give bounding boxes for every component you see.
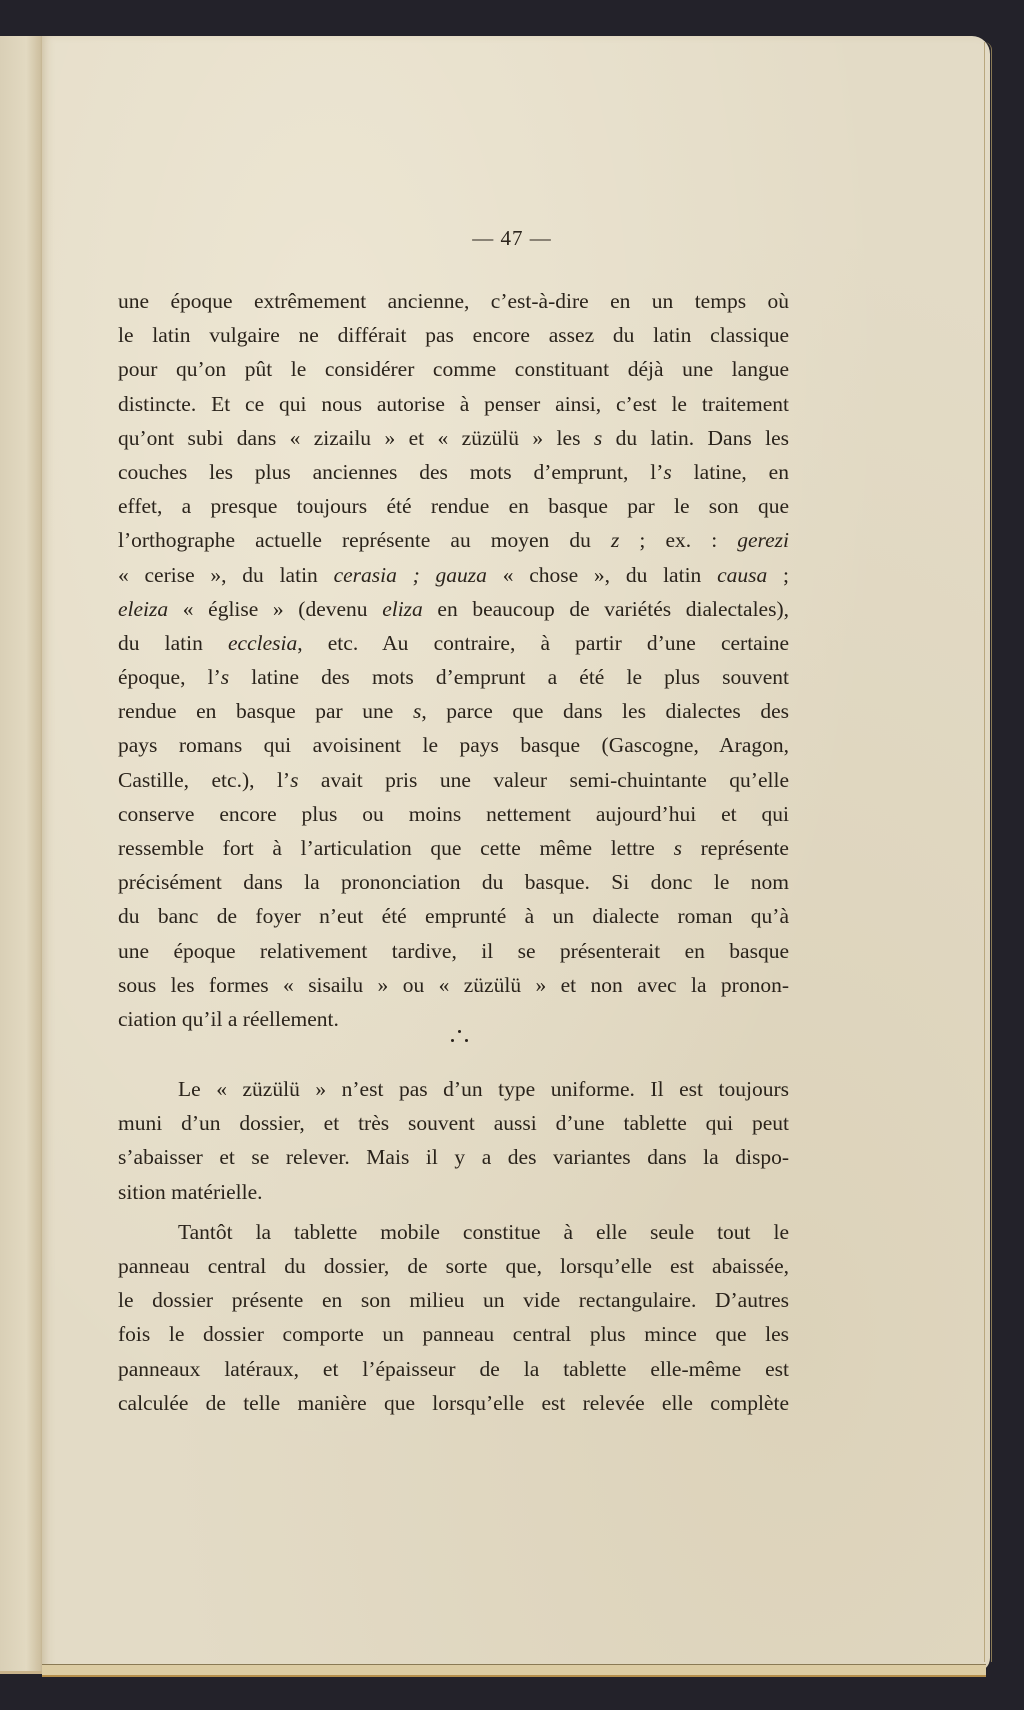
text-segment: le dossier présente en son milieu un vide rectangulaire. D’autres [118, 1288, 789, 1313]
text-line [118, 387, 789, 421]
text-line [118, 318, 789, 352]
text-segment: une époque relativement tardive, il se présenterait en basque [118, 938, 789, 963]
text-segment: effet, a presque toujours été rendue en basque par le son que [118, 494, 789, 519]
italic-term: s [290, 767, 299, 792]
text-segment: « église » (devenu [168, 596, 383, 621]
italic-term: s [593, 425, 603, 450]
text-segment: sition matérielle. [118, 1179, 263, 1204]
text-segment: Le « züzülü » n’est pas d’un type uniforme. Il est toujours [178, 1077, 789, 1101]
text-segment: panneau central du dossier, de sorte que, lorsqu’elle est abaissée, [118, 1253, 789, 1278]
text-segment: une époque extrêmement ancienne, c’est-à-dire en un temps où [118, 289, 789, 313]
text-segment: « cerise », du latin [118, 562, 334, 587]
text-line [118, 797, 789, 831]
text-line [118, 1352, 789, 1386]
left-page-edge [0, 36, 44, 1674]
text-line [118, 865, 789, 899]
text-segment: calculée de telle manière que lorsqu’elle est relevée elle complète [118, 1390, 789, 1415]
text-segment: Castille, etc.), l’ [118, 767, 291, 792]
italic-term: eliza [382, 596, 423, 621]
text-line [118, 523, 789, 557]
text-line [118, 968, 789, 1002]
text-segment: époque, l’ [118, 665, 221, 690]
text-line [118, 352, 789, 386]
text-segment: en beaucoup de variétés dialectales), [422, 596, 789, 621]
text-segment: représente [681, 836, 789, 860]
text-line [118, 763, 789, 797]
text-segment: ; [767, 562, 789, 587]
text-line [118, 934, 789, 968]
text-segment: ciation qu’il a réellement. [118, 1006, 339, 1031]
paragraph-2 [118, 1072, 789, 1209]
text-segment: ; ex. : [619, 528, 738, 553]
text-segment: pays romans qui avoisinent le pays basque (Gascogne, Aragon, [118, 733, 789, 758]
italic-term: eleiza [118, 596, 169, 621]
text-segment: , parce que dans les dialectes des [421, 699, 789, 724]
italic-term: cerasia ; gauza [333, 562, 487, 587]
text-line [118, 728, 789, 762]
paragraph-group [118, 1072, 789, 1420]
text-line [118, 1249, 789, 1283]
italic-term: s [220, 665, 230, 690]
text-segment: fois le dossier comporte un panneau central plus mince que les [118, 1322, 789, 1347]
text-segment: conserve encore plus ou moins nettement aujourd’hui et qui [118, 801, 789, 826]
text-segment: du latin [118, 630, 228, 655]
text-segment: qu’ont subi dans « zizailu » et « züzülü » les [118, 425, 594, 450]
text-segment: Tantôt la tablette mobile constitue à elle seule tout le [178, 1219, 789, 1244]
text-segment: latine des mots d’emprunt a été le plus souvent [229, 665, 789, 690]
text-line [118, 489, 789, 523]
text-segment: ressemble fort à l’articulation que cette même lettre [118, 836, 674, 860]
text-segment: , etc. Au contraire, à partir d’une certaine [297, 630, 789, 655]
text-segment: couches les plus anciennes des mots d’emprunt, l’ [118, 459, 664, 484]
text-line [118, 592, 789, 626]
text-segment: du banc de foyer n’eut été emprunté à un dialecte roman qu’à [118, 904, 789, 929]
italic-term: ecclesia [228, 630, 298, 655]
italic-term: s [663, 459, 672, 484]
section-separator [440, 1030, 480, 1050]
text-segment: l’orthographe actuelle représente au moyen du [118, 528, 611, 553]
text-line [118, 284, 789, 318]
paragraph-3 [118, 1215, 789, 1420]
text-segment: avait pris une valeur semi-chuintante qu’elle [298, 767, 789, 792]
text-segment: panneaux latéraux, et l’épaisseur de la tablette elle-même est [118, 1356, 789, 1381]
text-line [118, 1072, 789, 1106]
text-line [118, 660, 789, 694]
text-segment: « chose », du latin [486, 562, 718, 587]
text-segment: pour qu’on pût le considérer comme constituant déjà une langue [118, 357, 789, 382]
italic-term: causa [717, 562, 768, 587]
italic-term: s [412, 699, 422, 724]
text-line [118, 1283, 789, 1317]
separator-dot [458, 1030, 461, 1033]
text-line [118, 421, 789, 455]
italic-term: s [673, 836, 682, 860]
text-segment: rendue en basque par une [118, 699, 413, 724]
text-segment: sous les formes « sisailu » ou « züzülü » et non avec la pronon- [118, 972, 789, 997]
text-segment: muni d’un dossier, et très souvent aussi d’une tablette qui peut [118, 1111, 789, 1136]
text-line [118, 1215, 789, 1249]
text-segment: précisément dans la prononciation du basque. Si donc le nom [118, 870, 789, 895]
text-segment: le latin vulgaire ne différait pas encore assez du latin classique [118, 323, 789, 348]
paragraph-1 [118, 284, 789, 1036]
italic-term: gerezi [737, 528, 789, 553]
text-line [118, 455, 789, 489]
text-segment: distincte. Et ce qui nous autorise à penser ainsi, c’est le traitement [118, 391, 789, 416]
italic-term: z [610, 528, 620, 553]
text-line [118, 899, 789, 933]
text-line [118, 558, 789, 592]
text-line [118, 694, 789, 728]
text-segment: latine, en [671, 459, 789, 484]
page-number: — 47 — [472, 226, 552, 250]
text-line [118, 1317, 789, 1351]
text-line [118, 626, 789, 660]
text-line [118, 1140, 789, 1174]
text-line [118, 1386, 789, 1420]
separator-dot [451, 1039, 454, 1042]
page-bottom-edge [42, 1664, 986, 1677]
text-line [118, 831, 789, 865]
text-line [118, 1175, 789, 1209]
text-segment: du latin. Dans les [602, 425, 789, 450]
page-fore-edge [984, 42, 992, 1662]
text-line [118, 1106, 789, 1140]
text-segment: s’abaisser et se relever. Mais il y a des variantes dans la dispo- [118, 1145, 789, 1170]
separator-dot [465, 1039, 468, 1042]
